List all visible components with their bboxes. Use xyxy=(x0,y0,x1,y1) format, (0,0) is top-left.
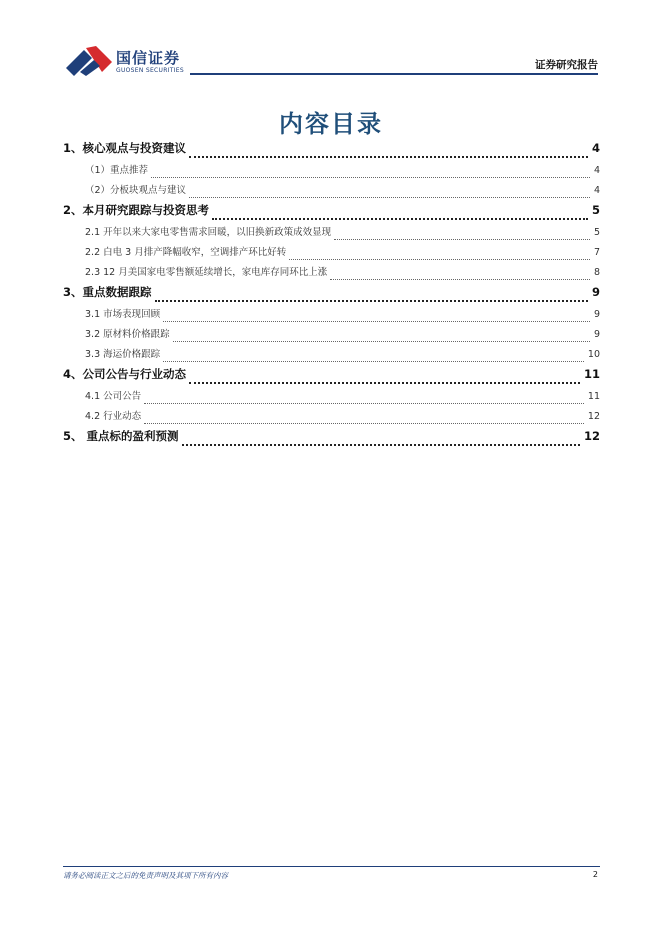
toc-entry-label: 2.3 12 月美国家电零售额延续增长，家电库存同环比上涨 xyxy=(85,267,328,278)
toc-subsection-entry[interactable] xyxy=(63,346,600,366)
toc-dot-leader xyxy=(212,217,588,220)
footer-disclaimer: 请务必阅读正文之后的免责声明及其项下所有内容 xyxy=(63,871,228,880)
toc-dot-leader xyxy=(189,381,580,384)
toc-entry-page: 10 xyxy=(587,349,600,360)
toc-entry-label: 4、公司公告与行业动态 xyxy=(63,367,187,381)
toc-entry-label: （1）重点推荐 xyxy=(85,165,149,176)
toc-dot-leader xyxy=(330,278,590,280)
toc-dot-leader xyxy=(144,422,584,424)
toc-entry-page: 5 xyxy=(591,203,600,217)
toc-title: 内容目录 xyxy=(279,110,383,138)
toc-entry-label: 1、核心观点与投资建议 xyxy=(63,141,187,155)
toc-entry-label: 4.1 公司公告 xyxy=(85,391,142,402)
toc-dot-leader xyxy=(173,340,590,342)
toc-section-entry[interactable] xyxy=(63,140,600,162)
toc-section-entry[interactable] xyxy=(63,202,600,224)
toc-subsection-entry[interactable] xyxy=(63,408,600,428)
toc-entry-page: 9 xyxy=(591,285,600,299)
toc-entry-label: 4.2 行业动态 xyxy=(85,411,142,422)
toc-entry-page: 9 xyxy=(593,329,600,340)
toc-entry-page: 11 xyxy=(587,391,600,402)
toc-dot-leader xyxy=(144,402,584,404)
toc-entry-page: 9 xyxy=(593,309,600,320)
toc-dot-leader xyxy=(163,320,590,322)
toc-dot-leader xyxy=(189,196,590,198)
brand-name-en: GUOSEN SECURITIES xyxy=(116,67,185,74)
page-number: 2 xyxy=(592,870,598,879)
page-header xyxy=(0,0,662,80)
toc-entry-page: 5 xyxy=(593,227,600,238)
toc-section-entry[interactable] xyxy=(63,428,600,450)
toc-dot-leader xyxy=(155,299,588,302)
toc-subsection-entry[interactable] xyxy=(63,224,600,244)
toc-entry-label: （2）分板块观点与建议 xyxy=(85,185,187,196)
toc-subsection-entry[interactable] xyxy=(63,182,600,202)
guosen-logo-icon xyxy=(66,46,112,76)
toc-entry-label: 3.3 海运价格跟踪 xyxy=(85,349,161,360)
toc-subsection-entry[interactable] xyxy=(63,306,600,326)
toc-dot-leader xyxy=(182,443,580,446)
toc-entry-page: 12 xyxy=(583,429,600,443)
toc-dot-leader xyxy=(334,238,590,240)
toc-dot-leader xyxy=(289,258,590,260)
report-type-label: 证券研究报告 xyxy=(535,59,598,71)
table-of-contents xyxy=(63,140,600,450)
toc-dot-leader xyxy=(151,176,590,178)
toc-entry-label: 3、重点数据跟踪 xyxy=(63,285,152,299)
toc-entry-page: 12 xyxy=(587,411,600,422)
toc-entry-label: 3.2 原材料价格跟踪 xyxy=(85,329,170,340)
toc-subsection-entry[interactable] xyxy=(63,244,600,264)
footer-divider xyxy=(63,866,600,867)
toc-dot-leader xyxy=(163,360,584,362)
toc-entry-label: 2.2 白电 3 月排产降幅收窄，空调排产环比好转 xyxy=(85,247,287,258)
toc-entry-label: 5、 重点标的盈利预测 xyxy=(63,429,179,443)
toc-entry-page: 4 xyxy=(593,185,600,196)
toc-entry-page: 4 xyxy=(591,141,600,155)
toc-entry-label: 2、本月研究跟踪与投资思考 xyxy=(63,203,210,217)
toc-section-entry[interactable] xyxy=(63,366,600,388)
toc-dot-leader xyxy=(189,155,588,158)
toc-entry-page: 7 xyxy=(593,247,600,258)
toc-section-entry[interactable] xyxy=(63,284,600,306)
toc-subsection-entry[interactable] xyxy=(63,162,600,182)
toc-subsection-entry[interactable] xyxy=(63,326,600,346)
toc-entry-page: 4 xyxy=(593,165,600,176)
toc-entry-page: 11 xyxy=(583,367,600,381)
toc-entry-label: 2.1 开年以来大家电零售需求回暖，以旧换新政策成效显现 xyxy=(85,227,332,238)
header-divider xyxy=(190,73,598,75)
toc-subsection-entry[interactable] xyxy=(63,388,600,408)
brand-name: 国信证券 xyxy=(116,49,181,67)
toc-subsection-entry[interactable] xyxy=(63,264,600,284)
toc-entry-label: 3.1 市场表现回顾 xyxy=(85,309,161,320)
toc-entry-page: 8 xyxy=(593,267,600,278)
